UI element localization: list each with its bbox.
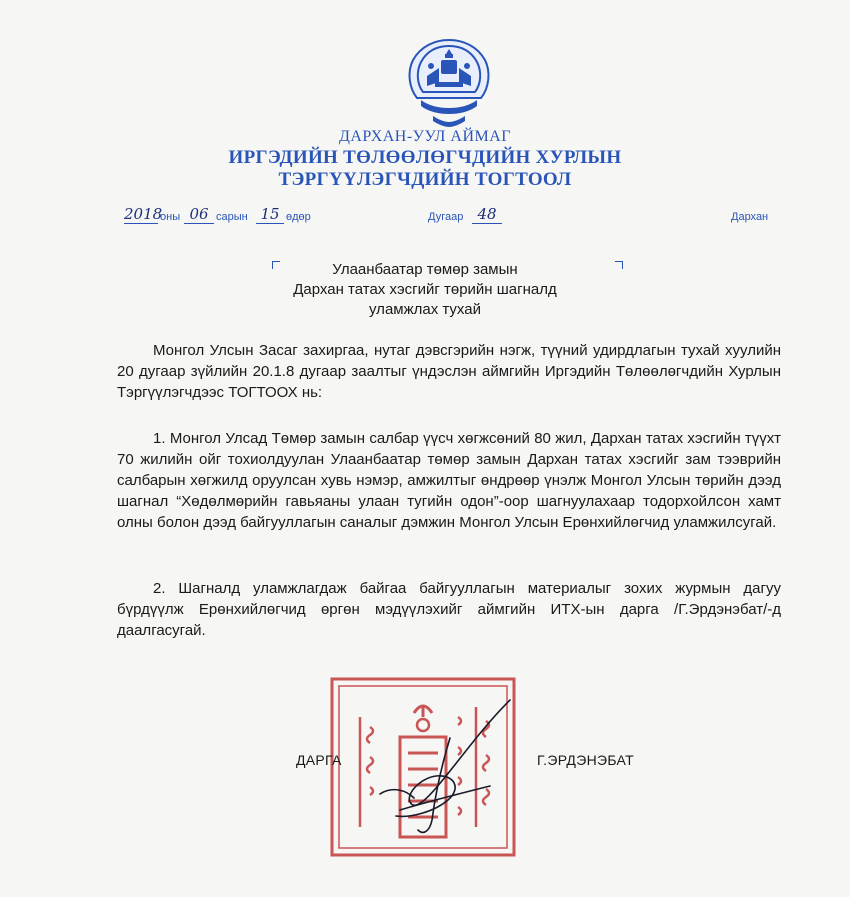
document-number: 48 [472, 205, 502, 224]
resolution-item-1: 1. Монгол Улсад Төмөр замын салбар үүсч хөгжсөний 80 жил, Дархан татах хэсгийн түүхт 70 жилийн ойг тохиолдуулан Улаанбаатар төмөр замын Дархан татах хэсгийг зам тээврийн салбарын хөгжилд оруулсан хувь нэмэр, амжилтыг өндрөөр үнэлж Монгол Улсын төрийн дээд шагнал “Хөдөлмөрийн гавьяаны улаан тугийн одон”-оор шагнуулахаар тодорхойлсон хамт олны болон дээд байгууллагын саналыг дэмжин Монгол Улсын Ерөнхийлөгчид уламжилсугай. [117, 430, 781, 531]
signatory-title: ДАРГА [296, 752, 342, 768]
date-year: 2018 [124, 205, 163, 223]
aimag-name: ДАРХАН-УУЛ АЙМАГ [338, 128, 512, 145]
date-day-suffix: өдөр [286, 211, 311, 223]
preamble-paragraph: Монгол Улсын Засаг захиргаа, нутаг дэвсгэрийн нэгж, түүний удирдлагын тухай хуулийн 20 дугаар зүйлийн 20.1.8 дугаар заалтыг үндэслэн аймгийн Иргэдийн Төлөөлөгчдийн Хурлын Тэргүүлэгчдээс ТОГТООХ нь: [117, 342, 781, 401]
date-month: 06 [184, 205, 214, 224]
title-line2: Дархан татах хэсгийг төрийн шагналд [293, 281, 557, 298]
date-day: 15 [256, 205, 284, 224]
title-line3: уламжлах тухай [369, 301, 481, 318]
date-year-suffix: оны [160, 211, 181, 223]
date-month-suffix: сарын [216, 211, 248, 223]
date-line [0, 205, 850, 229]
state-emblem-icon [405, 36, 493, 130]
title-line1: Улаанбаатар төмөр замын [332, 261, 518, 278]
number-label: Дугаар [428, 211, 464, 223]
place-name: Дархан [731, 211, 769, 223]
signatory-name: Г.ЭРДЭНЭБАТ [537, 752, 634, 768]
org-title-line1: ИРГЭДИЙН ТӨЛӨӨЛӨГЧДИЙН ХУРЛЫН [228, 147, 622, 168]
handwritten-signature-icon [340, 690, 540, 840]
org-title-line2: ТЭРГҮҮЛЭГЧДИЙН ТОГТООЛ [278, 169, 572, 190]
resolution-item-2: 2. Шагналд уламжлагдаж байгаа байгууллагын материалыг зохих журмын дагуу бүрдүүлж Ерөнхийлөгчид өргөн мэдүүлэхийг аймгийн ИТХ-ын дарга /Г.Эрдэнэбат/-д даалгасугай. [117, 580, 781, 639]
